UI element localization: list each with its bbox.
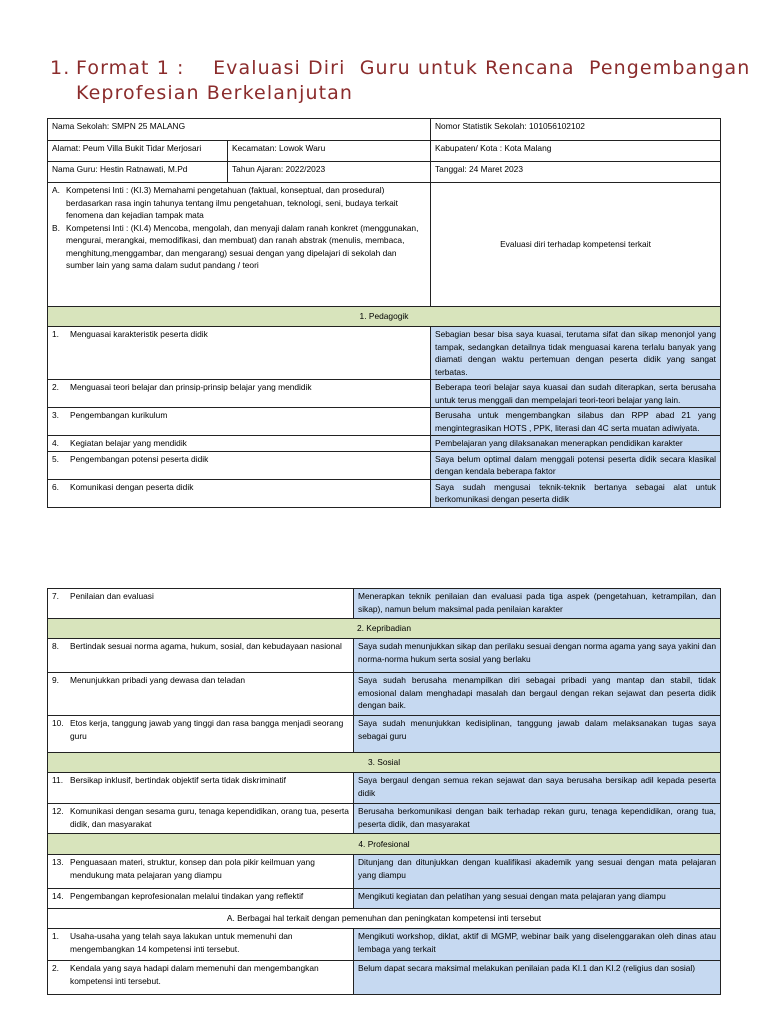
evaluation-text: Pembelajaran yang dilaksanakan menerapkan pendidikan karakter	[431, 436, 721, 452]
table-row: 2. Kendala yang saya hadapi dalam memenuhi dan mengembangkan kompetensi inti tersebut.	[52, 963, 319, 986]
table-row: 14. Pengembangan keprofesionalan melalui tindakan yang reflektif	[52, 891, 304, 901]
evaluation-text: Saya belum optimal dalam menggali potensi peserta didik secara klasikal dengan kendala beberapa faktor	[431, 451, 721, 479]
school-nss: Nomor Statistik Sekolah: 101056102102	[431, 119, 721, 141]
ki4-text: Kompetensi Inti : (KI.4) Mencoba, mengolah, dan menyaji dalam ranah konkret (menggunakan, mengurai, merangkai, memodifikasi, dan membuat) dan ranah abstrak (menulis, membaca, menghitung,menggambar, dan mengarang) sesuai dengan yang dipelajari di sekolah dan sumber lain yang sama dalam sudut pandang / teori	[66, 222, 419, 270]
core-competency-cell	[48, 183, 431, 307]
school-city: Kabupaten/ Kota : Kota Malang	[431, 141, 721, 162]
academic-year: Tahun Ajaran: 2022/2023	[228, 162, 431, 183]
evaluation-text: Beberapa teori belajar saya kuasai dan sudah diterapkan, serta berusaha untuk terus menggali dan mempelajari teori-teori belajar yang lain.	[431, 380, 721, 408]
evaluation-text: Mengikuti kegiatan dan pelatihan yang sesuai dengan mata pelajaran yang diampu	[354, 889, 721, 909]
table-row: 2. Menguasai teori belajar dan prinsip-prinsip belajar yang mendidik	[52, 382, 312, 392]
table-row: 7. Penilaian dan evaluasi	[52, 591, 154, 601]
evaluation-text: Saya sudah mengusai teknik-teknik bertanya sebagai alat untuk berkomunikasi dengan peserta didik	[431, 479, 721, 507]
evaluation-text: Menerapkan teknik penilaian dan evaluasi pada tiga aspek (pengetahuan, ketrampilan, dan sikap), namun belum maksimal pada penilaian karakter	[354, 589, 721, 619]
title-number: 1.	[50, 57, 71, 79]
evaluation-text: Belum dapat secara maksimal melakukan penilaian pada KI.1 dan KI.2 (religius dan sosial)	[354, 961, 721, 995]
evaluation-text: Sebagian besar bisa saya kuasai, terutama sifat dan sikap menonjol yang tampak, sedangkan detailnya tidak menguasai karena terlalu banyak yang diamati dengan waktu pertemuan dengan peserta didik yang sangat terbatas.	[431, 327, 721, 380]
table-row: 11. Bersikap inklusif, bertindak objektif serta tidak diskriminatif	[52, 775, 286, 785]
table-row: 10. Etos kerja, tanggung jawab yang tinggi dan rasa bangga menjadi seorang guru	[52, 718, 344, 741]
table-row: 9. Menunjukkan pribadi yang dewasa dan teladan	[52, 675, 246, 685]
section-profesional: 4. Profesional	[48, 834, 721, 855]
ki3-text: Kompetensi Inti : (KI.3) Memahami pengetahuan (faktual, konseptual, dan prosedural) berdasarkan rasa ingin tahunya tentang ilmu pengetahuan, teknologi, seni, budaya terkait fenomena dan kejadian tampak mata	[66, 185, 398, 220]
teacher-name: Nama Guru: Hestin Ratnawati, M.Pd	[48, 162, 228, 183]
section-berbagai-hal: A. Berbagai hal terkait dengan pemenuhan dan peningkatan kompetensi inti tersebut	[48, 909, 721, 929]
section-kepribadian: 2. Kepribadian	[48, 619, 721, 639]
table-row: 6. Komunikasi dengan peserta didik	[52, 481, 194, 492]
table-row: 8. Bertindak sesuai norma agama, hukum, sosial, dan kebudayaan nasional	[52, 641, 342, 651]
table-row: 12. Komunikasi dengan sesama guru, tenaga kependidikan, orang tua, peserta didik, dan masyarakat	[52, 806, 349, 829]
table-row: 1. Usaha-usaha yang telah saya lakukan untuk memenuhi dan mengembangkan 14 kompetensi inti tersebut.	[52, 931, 293, 954]
evaluation-table-part-1	[47, 118, 721, 508]
evaluation-text: Berusaha berkomunikasi dengan baik terhadap rekan guru, tenaga kependidikan, orang tua, peserta didik, dan masyarakat	[354, 804, 721, 834]
evaluation-text: Saya sudah berusaha menampilkan diri sebagai pribadi yang mantap dan stabil, tidak emosional dalam menghadapi masalah dan bergaul dengan rekan sejawat dan peserta didik dengan baik.	[354, 673, 721, 716]
school-name: Nama Sekolah: SMPN 25 MALANG	[48, 119, 431, 141]
evaluation-text: Saya bergaul dengan semua rekan sejawat dan saya berusaha bersikap adil kepada peserta didik	[354, 773, 721, 804]
evaluation-table-part-2	[47, 588, 721, 995]
evaluation-text: Berusaha untuk mengembangkan silabus dan RPP abad 21 yang mengintegrasikan HOTS , PPK, literasi dan 4C serta muatan adiwiyata.	[431, 408, 721, 436]
page-title	[50, 56, 750, 106]
section-sosial: 3. Sosial	[48, 753, 721, 773]
table-row: 4. Kegiatan belajar yang mendidik	[52, 438, 187, 448]
school-district: Kecamatan: Lowok Waru	[228, 141, 431, 162]
section-pedagogik: 1. Pedagogik	[48, 307, 721, 327]
evaluation-text: Mengikuti workshop, diklat, aktif di MGMP, webinar baik yang diselenggarakan oleh dinas atau lembaga yang terkait	[354, 929, 721, 961]
ki4-label: B.	[52, 222, 60, 233]
evaluation-text: Saya sudah menunjukkan kedisiplinan, tanggung jawab dalam melaksanakan tugas saya sebagai guru	[354, 716, 721, 753]
ki3-label: A.	[52, 185, 60, 195]
evaluation-text: Ditunjang dan ditunjukkan dengan kualifikasi akademik yang sesuai dengan mata pelajaran yang diampu	[354, 855, 721, 889]
evaluation-column-header: Evaluasi diri terhadap kompetensi terkait	[431, 183, 721, 307]
evaluation-date: Tanggal: 24 Maret 2023	[431, 162, 721, 183]
title-line-1: Format 1 : Evaluasi Diri Guru untuk Rencana Pengembangan	[76, 57, 751, 79]
table-row: 5. Pengembangan potensi peserta didik	[52, 453, 209, 464]
table-row: 1. Menguasai karakteristik peserta didik	[52, 329, 208, 339]
table-row: 3. Pengembangan kurikulum	[52, 410, 168, 420]
school-address: Alamat: Peum Villa Bukit Tidar Merjosari	[48, 141, 228, 162]
evaluation-text: Saya sudah menunjukkan sikap dan perilaku sesuai dengan norma agama yang saya yakini dan norma-norma hukum serta sosial yang berlaku	[354, 639, 721, 673]
title-line-2: Keprofesian Berkelanjutan	[76, 82, 354, 104]
table-row: 13. Penguasaan materi, struktur, konsep dan pola pikir keilmuan yang mendukung mata pelajaran yang diampu	[52, 857, 315, 880]
